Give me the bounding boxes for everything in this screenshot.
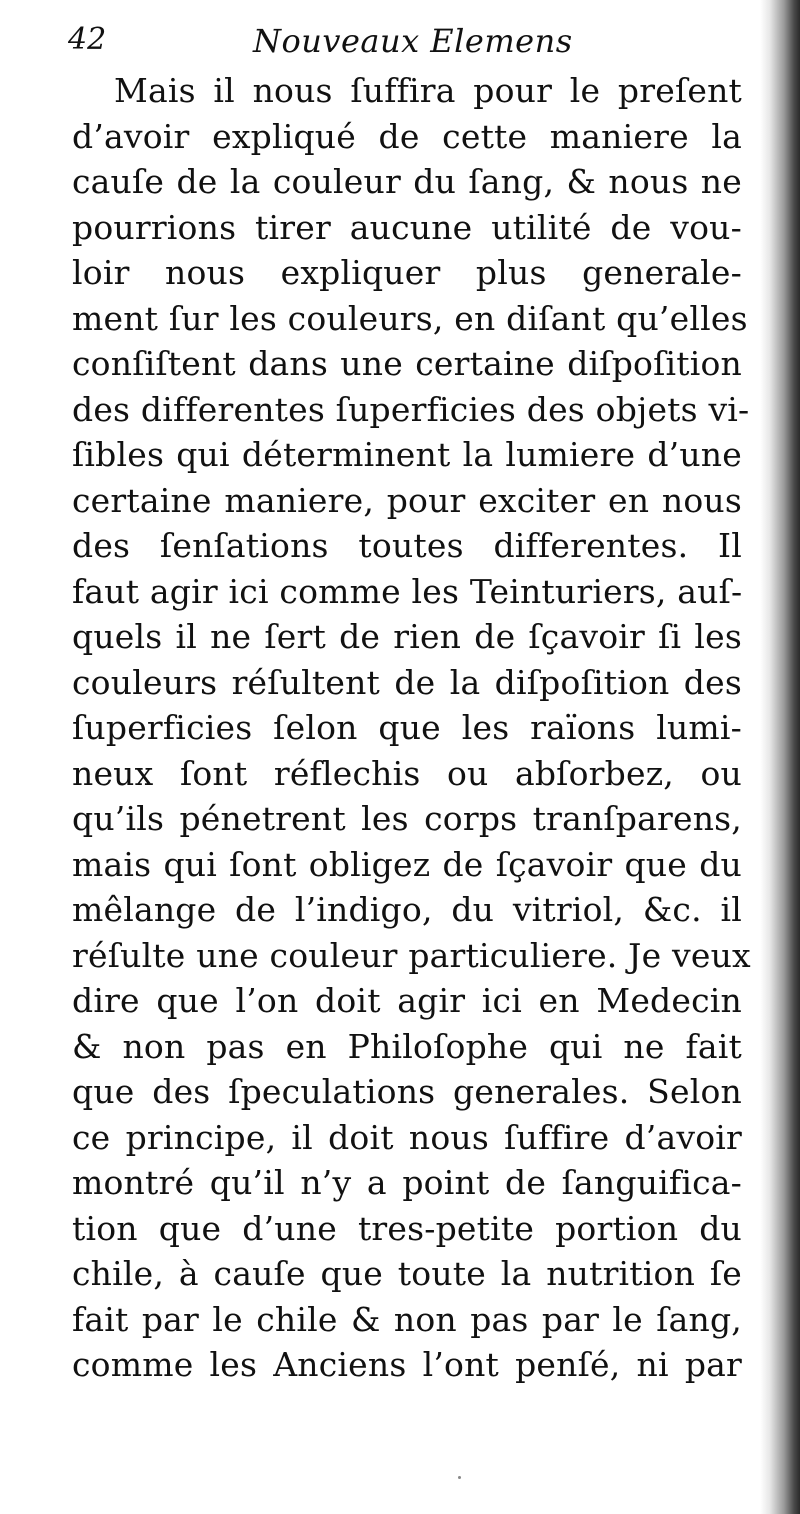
text-line: loir nous expliquer plus generale- <box>72 253 742 292</box>
text-line: dire que l’on doit agir ici en Medecin <box>72 981 742 1020</box>
text-line: ment ſur les couleurs, en diſant qu’elles <box>72 298 748 338</box>
text-line: faut agir ici comme les Teinturiers, auſ- <box>72 571 743 611</box>
text-line: des differentes ſuperficies des objets vi- <box>72 389 750 429</box>
text-line: & non pas en Philoſophe qui ne fait <box>72 1026 742 1066</box>
text-line: cauſe de la couleur du ſang, & nous ne <box>72 162 742 201</box>
text-line: ſibles qui déterminent la lumiere d’une <box>72 435 742 474</box>
text-line: qu’ils pénetrent les corps tranſparens, <box>72 799 742 838</box>
paper-speck <box>458 1476 461 1479</box>
text-line: couleurs réſultent de la diſpoſition des <box>72 662 742 702</box>
text-line: chile, à cauſe que toute la nutrition ſe <box>72 1254 742 1293</box>
page-header <box>68 18 668 68</box>
text-line: mais qui ſont obligez de ſçavoir que du <box>72 844 742 884</box>
running-head: Nouveaux Elemens <box>253 22 573 60</box>
text-line: des ſenſations toutes differentes. Il <box>72 526 742 565</box>
text-line: réſulte une couleur particuliere. Je veux <box>72 935 751 975</box>
text-line: ſuperficies ſelon que les raïons lumi- <box>72 708 742 747</box>
text-line: certaine maniere, pour exciter en nous <box>72 480 742 520</box>
page-number: 42 <box>68 22 107 57</box>
text-line: montré qu’il n’y a point de ſanguifica- <box>72 1163 742 1202</box>
text-line: neux ſont réflechis ou abſorbez, ou <box>72 753 742 793</box>
text-line: tion que d’une tres-petite portion du <box>72 1208 742 1248</box>
text-line: d’avoir expliqué de cette maniere la <box>72 116 742 156</box>
text-line: que des ſpeculations generales. Selon <box>72 1072 742 1111</box>
text-line: fait par le chile & non pas par le ſang, <box>72 1299 742 1339</box>
text-line: quels il ne ſert de rien de ſçavoir ſi les <box>72 617 742 656</box>
page-binding-shadow <box>760 0 800 1514</box>
text-line: pourrions tirer aucune utilité de vou- <box>72 207 742 247</box>
text-line: ce principe, il doit nous ſuffire d’avoir <box>72 1117 742 1157</box>
text-line: mêlange de l’indigo, du vitriol, &c. il <box>72 890 742 929</box>
text-line: conſiſtent dans une certaine diſpoſition <box>72 344 742 383</box>
text-line: comme les Anciens l’ont penſé, ni par <box>72 1345 742 1384</box>
body-text <box>72 68 751 1388</box>
text-line: Mais il nous ſuffira pour le preſent <box>114 71 742 110</box>
